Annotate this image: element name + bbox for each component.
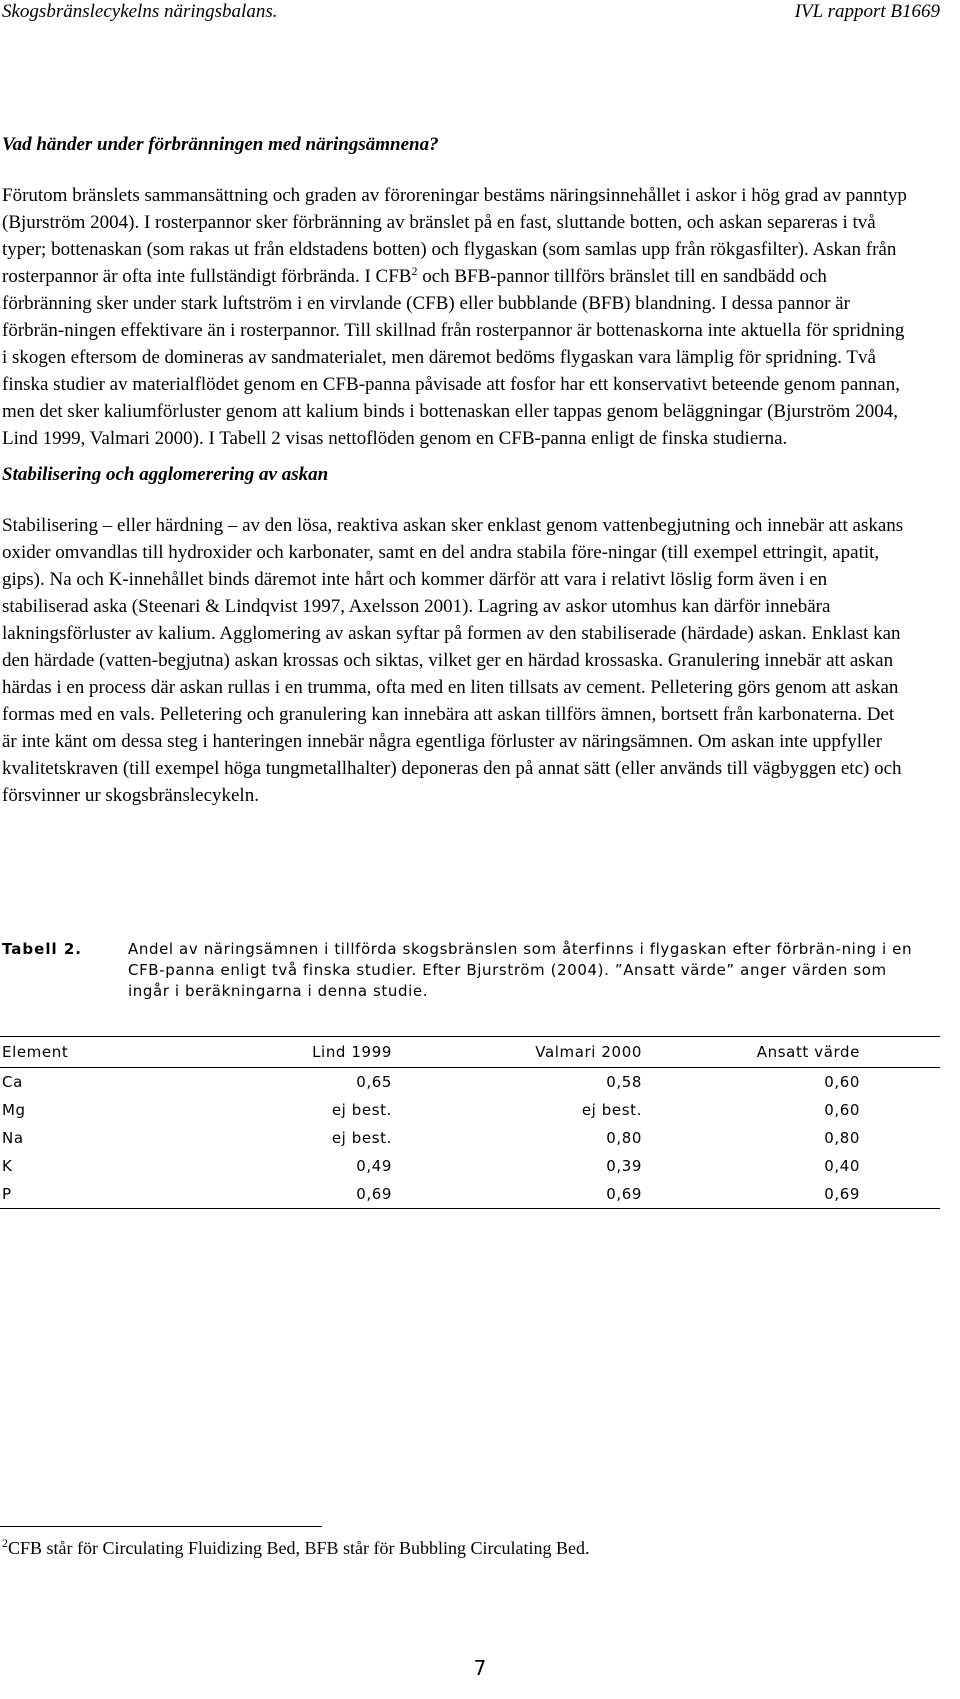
footnote-divider xyxy=(0,1526,322,1527)
table-cell: 0,39 xyxy=(606,1157,642,1175)
table-cell: Ca xyxy=(2,1073,23,1091)
table-cell: Mg xyxy=(2,1101,26,1119)
table-cell: 0,80 xyxy=(824,1129,860,1147)
section-heading: Stabilisering och agglomerering av askan xyxy=(2,464,329,485)
footnote-text: CFB står för Circulating Fluidizing Bed, BFB står för Bubbling Circulating Bed. xyxy=(8,1538,590,1558)
table-cell: Na xyxy=(2,1129,24,1147)
table-cell: 0,60 xyxy=(824,1073,860,1091)
table-cell: 0,69 xyxy=(642,1180,940,1209)
nutrient-table xyxy=(0,1036,940,1209)
header-report-id: IVL rapport B1669 xyxy=(794,1,940,22)
table-row xyxy=(0,1180,940,1209)
page-number: 7 xyxy=(473,1656,487,1680)
footnote-reference: 2 xyxy=(411,264,418,278)
table-row xyxy=(0,1068,940,1097)
table-header-row xyxy=(0,1037,940,1068)
table-cell: K xyxy=(2,1157,13,1175)
table-cell: 0,40 xyxy=(824,1157,860,1175)
paragraph-combustion xyxy=(2,182,912,452)
table-caption-text: Andel av näringsämnen i tillförda skogsbränslen som återfinns i flygaskan efter förbrän-ning i en CFB-panna enligt två finska studier. Efter Bjurström (2004). ”Ansatt värde” anger värden som ingår i beräkningarna i denna studie. xyxy=(128,940,913,1000)
footnote xyxy=(2,1536,589,1560)
table-cell: 0,69 xyxy=(222,1180,392,1209)
table-cell: 0,69 xyxy=(392,1180,642,1209)
table-cell: 0,80 xyxy=(606,1129,642,1147)
column-header: Valmari 2000 xyxy=(392,1037,642,1068)
column-header: Ansatt värde xyxy=(642,1037,940,1068)
table-cell: P xyxy=(0,1180,222,1209)
section-heading: Vad händer under förbränningen med näringsämnena? xyxy=(2,134,439,155)
column-header: Element xyxy=(0,1037,222,1068)
footnote-marker: 2 xyxy=(2,1536,8,1550)
body-content xyxy=(2,132,912,809)
header-title: Skogsbränslecykelns näringsbalans. xyxy=(2,1,278,22)
paragraph-text: och BFB-pannor tillförs bränslet till en sandbädd och förbränning sker under stark luftström i en virvlande (CFB) eller bubblande (BFB) blandning. I dessa pannor är förbrän-ningen effektivare än i rosterpannor. Till skillnad från rosterpannor är bottenaskorna inte aktuella för spridning i skogen eftersom de domineras av sandmaterialet, men däremot bedöms flygaskan vara lämplig för spridning. Två finska studier av materialflödet genom en CFB-panna påvisade att fosfor har ett konservativt beteende genom pannan, men det sker kaliumförluster genom att kalium binds i bottenaskan eller tappas genom beläggningar (Bjurström 2004, Lind 1999, Valmari 2000). I Tabell 2 visas nettoflöden genom en CFB-panna enligt de finska studierna. xyxy=(2,266,905,449)
column-header: Lind 1999 xyxy=(222,1037,392,1068)
table-row xyxy=(0,1124,940,1152)
table-row xyxy=(0,1096,940,1124)
table-cell: ej best. xyxy=(331,1101,392,1119)
paragraph-stabilization: Stabilisering – eller härdning – av den lösa, reaktiva askan sker enklast genom vattenbegjutning och innebär att askans oxider omvandlas till hydroxider och karbonater, samt en del andra stabila före-ningar (till exempel ettringit, apatit, gips). Na och K-innehållet binds däremot inte hårt och kommer därför att vara i relativt löslig form även i en stabiliserad aska (Steenari & Lindqvist 1997, Axelsson 2001). Lagring av askor utomhus kan därför innebära lakningsförluster av kalium. Agglomering av askan syftar på formen av den stabiliserade (härdade) askan. Enklast kan den härdade (vatten-begjutna) askan krossas och siktas, vilket ger en härdad krossaska. Granulering innebär att askan härdas i en process där askan rullas i en trumma, ofta med en liten tillsats av cement. Pelletering görs genom att askan formas med en vals. Pelletering och granulering kan innebära att askan tillförs ämnen, bortsett från karbonaterna. Det är inte känt om dessa steg i hanteringen innebär några egentliga förluster av näringsämnen. Om askan inte uppfyller kvalitetskraven (till exempel höga tungmetallhalter) deponeras den på annat sätt (eller används till vägbyggen etc) och försvinner ur skogsbränslecykeln. xyxy=(2,515,904,806)
table-cell: 0,49 xyxy=(356,1157,392,1175)
table-cell: ej best. xyxy=(581,1101,642,1119)
table-cell: 0,58 xyxy=(606,1073,642,1091)
running-header xyxy=(0,0,960,30)
paragraph-text: Förutom bränslets sammansättning och graden av föroreningar bestäms näringsinnehållet i askor i hög grad av panntyp (Bjurström 2004). I rosterpannor sker förbränning av bränslet på en fast, sluttande botten, och askan separeras i två typer; bottenaskan (som rakas ut från eldstadens botten) och flygaskan (som samlas upp från rökgasfilter). Askan från rosterpannor är ofta inte fullständigt förbrända. I CFB xyxy=(2,185,907,287)
table-label: Tabell 2. xyxy=(2,940,82,958)
table-row xyxy=(0,1152,940,1180)
table-cell: 0,65 xyxy=(356,1073,392,1091)
table-cell: ej best. xyxy=(331,1129,392,1147)
table-cell: 0,60 xyxy=(824,1101,860,1119)
